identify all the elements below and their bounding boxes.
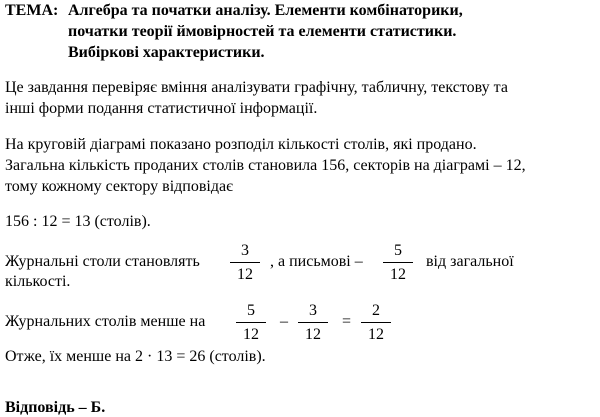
fraction-c — [361, 302, 391, 344]
difference-prefix: Журнальних столів менше на — [5, 313, 206, 330]
fraction-journal — [230, 242, 260, 284]
topic-line-3: Вибіркові характеристики. — [68, 44, 265, 61]
shares-line-2: кількості. — [5, 273, 71, 290]
fraction-bar — [298, 322, 328, 323]
shares-suffix: від загальної — [426, 253, 514, 270]
topic-line-1: Алгебра та початки аналізу. Елементи комбінаторики, — [68, 2, 463, 19]
conclusion: Отже, їх менше на 2 · 13 = 26 (столів). — [5, 348, 266, 365]
fraction-denominator: 12 — [237, 266, 253, 283]
paragraph-line-2: Загальна кількість проданих столів становила 156, секторів на діаграмі – 12, — [5, 157, 526, 174]
fraction-bar — [236, 322, 266, 323]
fraction-denominator: 12 — [305, 326, 321, 343]
paragraph-line-3: тому кожному сектору відповідає — [5, 178, 233, 195]
fraction-writing — [383, 242, 413, 284]
equals-sign: = — [342, 313, 352, 330]
shares-prefix: Журнальні столи становлять — [5, 253, 200, 270]
fraction-denominator: 12 — [390, 266, 406, 283]
fraction-denominator: 12 — [368, 326, 384, 343]
fraction-bar — [383, 262, 413, 263]
intro-line-1: Це завдання перевіряє вміння аналізувати графічну, табличну, текстову та — [5, 79, 508, 96]
fraction-numerator: 5 — [247, 302, 255, 319]
fraction-bar — [361, 322, 391, 323]
answer: Відповідь – Б. — [5, 399, 106, 416]
shares-middle: , а письмові – — [270, 253, 363, 270]
fraction-a — [236, 302, 266, 344]
topic-line-2: початки теорії ймовірностей та елементи статистики. — [68, 23, 457, 40]
fraction-numerator: 3 — [309, 302, 317, 319]
fraction-numerator: 5 — [394, 242, 402, 259]
fraction-numerator: 3 — [241, 242, 249, 259]
topic-label: ТЕМА: — [5, 2, 59, 19]
fraction-numerator: 2 — [372, 302, 380, 319]
division-calc: 156 : 12 = 13 (столів). — [5, 213, 151, 230]
fraction-denominator: 12 — [243, 326, 259, 343]
minus-sign: – — [280, 313, 288, 330]
fraction-b — [298, 302, 328, 344]
paragraph-line-1: На круговій діаграмі показано розподіл кількості столів, які продано. — [5, 136, 477, 153]
fraction-bar — [230, 262, 260, 263]
intro-line-2: інші форми подання статистичної інформації. — [5, 100, 318, 117]
